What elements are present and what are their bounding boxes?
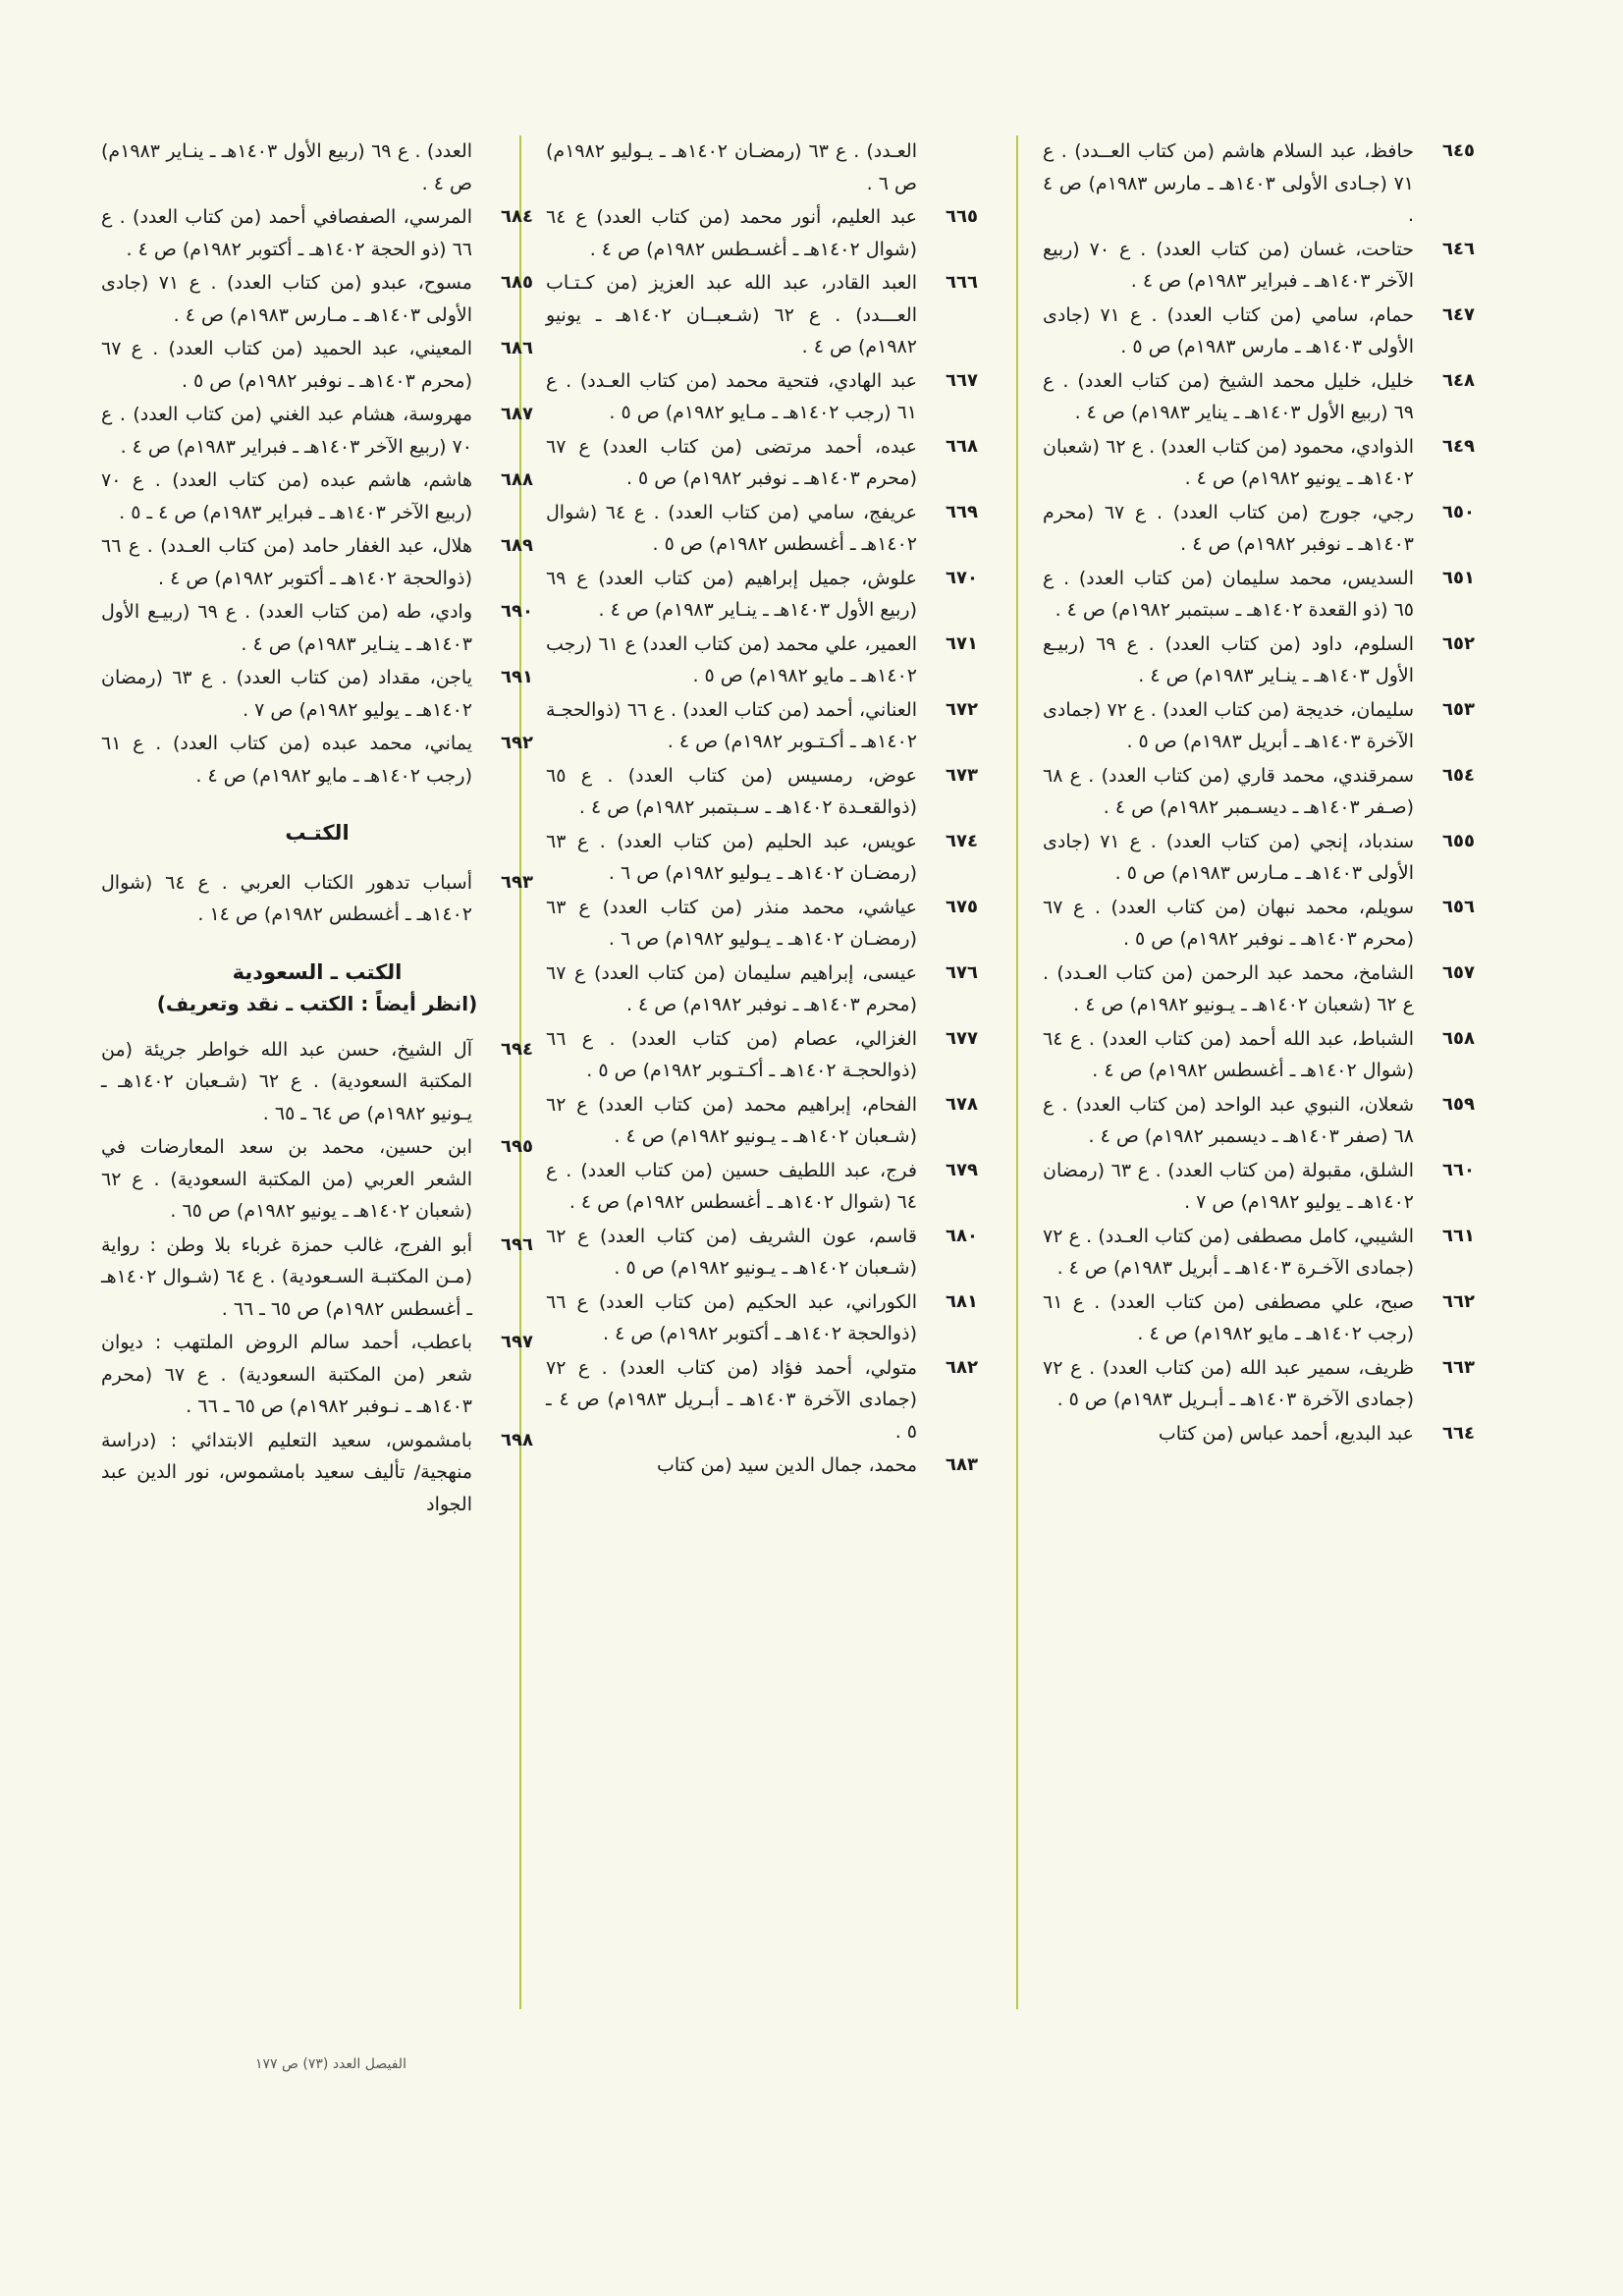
entry-number: ٦٥٧ (1442, 961, 1475, 983)
entry-text: وادي، طه (من كتاب العدد) . ع ٦٩ (ربيـع الأول ١٤٠٣هـ ـ ينـاير ١٩٨٣م) ص ٤ . (101, 601, 472, 655)
entry-text: الغزالي، عصام (من كتاب العدد) . ع ٦٦ (ذوالحجـة ١٤٠٢هـ ـ أكـتـوبر ١٩٨٢م) ص ٥ . (546, 1027, 917, 1081)
entry-text: المرسي، الصفصافي أحمد (من كتاب العدد) . ع ٦٦ (ذو الحجة ١٤٠٢هـ ـ أكتوبر ١٩٨٢م) ص ٤ . (101, 206, 472, 260)
entry-text: سمرقندي، محمد قاري (من كتاب العدد) . ع ٦٨ (صـفر ١٤٠٣هـ ـ ديسـمبر ١٩٨٢م) ص ٤ . (1043, 764, 1414, 818)
entry-number: ٦٥٥ (1442, 830, 1475, 851)
entry-text: عويس، عبد الحليم (من كتاب العدد) . ع ٦٣ (رمضـان ١٤٠٢هـ ـ يـوليو ١٩٨٢م) ص ٦ . (546, 830, 917, 884)
entry-text: عريفج، سامي (من كتاب العدد) . ع ٦٤ (شوال ١٤٠٢هـ ـ أغسطس ١٩٨٢م) ص ٥ . (546, 501, 917, 555)
entry-number: ٦٦٧ (946, 369, 978, 391)
entry-number: ٦٨٢ (946, 1356, 978, 1378)
entry-number: ٦٦٢ (1442, 1290, 1475, 1312)
page-footer: الفيصل العدد (٧٣) ص ١٧٧ (255, 2056, 406, 2072)
column-middle (546, 136, 978, 1484)
entry-text: العدد) . ع ٦٩ (ربيع الأول ١٤٠٣هـ ـ ينـاير ١٩٨٣م) ص ٤ . (101, 140, 473, 194)
entry-text: قاسم، عون الشريف (من كتاب العدد) ع ٦٢ (شـعبان ١٤٠٢هـ ـ يـونيو ١٩٨٢م) ص ٥ . (546, 1225, 917, 1279)
section-heading-books: الكتـب (285, 821, 350, 845)
column-right (1043, 136, 1475, 1451)
entry-text: السديس، محمد سليمان (من كتاب العدد) . ع ٦٥ (ذو القعدة ١٤٠٢هـ ـ سبتمبر ١٩٨٢م) ص ٤ . (1043, 567, 1414, 621)
entry-number: ٦٨٧ (501, 404, 533, 424)
entry-text: ظريف، سمير عبد الله (من كتاب العدد) . ع ٧٢ (جمادى الآخرة ١٤٠٣هـ ـ أبـريل ١٩٨٣م) ص ٥ . (1043, 1356, 1414, 1410)
index-entry (546, 694, 978, 758)
entry-number: ٦٨٠ (946, 1225, 978, 1246)
index-entry (1043, 1023, 1475, 1087)
entry-text: عبد الهادي، فتحية محمد (من كتاب العـدد) . ع ٦١ (رجب ١٤٠٢هـ ـ مـايو ١٩٨٢م) ص ٥ . (546, 369, 917, 423)
entry-number: ٦٥٠ (1442, 501, 1475, 522)
index-entry (546, 431, 978, 495)
index-entry (1043, 300, 1475, 363)
entry-list (101, 136, 533, 792)
entry-text: عياشي، محمد منذر (من كتاب العدد) ع ٦٣ (رمضـان ١٤٠٢هـ ـ يـوليو ١٩٨٢م) ص ٦ . (546, 896, 917, 950)
entry-number: ٦٤٩ (1442, 435, 1475, 457)
index-entry (101, 267, 533, 331)
entry-text: الفحام، إبراهيم محمد (من كتاب العدد) ع ٦٢ (شـعبان ١٤٠٢هـ ـ يـونيو ١٩٨٢م) ص ٤ . (546, 1093, 917, 1147)
entry-number: ٦٤٨ (1442, 369, 1475, 391)
entry-number: ٦٦٨ (946, 435, 978, 457)
entry-number: ٦٥٩ (1442, 1093, 1475, 1115)
entry-number: ٦٤٧ (1442, 303, 1475, 325)
entry-number: ٦٥١ (1442, 567, 1475, 588)
entry-number: ٦٦٠ (1442, 1159, 1475, 1180)
index-entry (546, 136, 978, 199)
index-entry (546, 1089, 978, 1153)
entry-number: ٦٩١ (501, 667, 533, 687)
entry-number: ٦٧٠ (946, 567, 978, 588)
index-entry (1043, 1221, 1475, 1285)
index-entry (1043, 1286, 1475, 1350)
entry-text: السلوم، داود (من كتاب العدد) . ع ٦٩ (ربيـع الأول ١٤٠٣هـ ـ ينـاير ١٩٨٣م) ص ٤ . (1043, 632, 1414, 686)
index-entry (546, 957, 978, 1021)
index-entry (546, 892, 978, 956)
index-entry (101, 399, 533, 463)
index-entry (101, 530, 533, 594)
entry-number: ٦٥٨ (1442, 1027, 1475, 1049)
index-entry (546, 1221, 978, 1285)
entry-number: ٦٩٥ (501, 1136, 533, 1157)
entry-text: مهروسة، هشام عبد الغني (من كتاب العدد) . ع ٧٠ (ربيع الآخر ١٤٠٣هـ ـ فبراير ١٩٨٣م) ص ٤ . (101, 404, 472, 458)
index-entry (1043, 1155, 1475, 1219)
entry-text: أبو الفرج، غالب حمزة غرباء بلا وطن : رواية (مـن المكتبـة السـعودية) . ع ٦٤ (شـوال ١٤٠٢هـ ـ أغسطس ١٩٨٢م) ص ٦٥ ـ ٦٦ . (101, 1233, 472, 1320)
index-entry (546, 1155, 978, 1219)
entry-number: ٦٨٤ (501, 206, 533, 227)
entry-number: ٦٦٩ (946, 501, 978, 522)
index-entry (1043, 365, 1475, 429)
section-heading-title: الكتب ـ السعودية (232, 959, 403, 984)
entry-text: يماني، محمد عبده (من كتاب العدد) . ع ٦١ (رجب ١٤٠٢هـ ـ مايو ١٩٨٢م) ص ٤ . (101, 733, 472, 787)
entry-number: ٦٩٢ (501, 733, 533, 753)
entry-text: ابن حسين، محمد بن سعد المعارضات في الشعر العربي (من المكتبة السعودية) . ع ٦٢ (شعبان ١٤٠٢هـ ـ يونيو ١٩٨٢م) ص ٦٥ . (101, 1136, 472, 1222)
entry-text: خليل، خليل محمد الشيخ (من كتاب العدد) . ع ٦٩ (ربيع الأول ١٤٠٣هـ ـ يناير ١٩٨٣م) ص ٤ . (1043, 369, 1414, 423)
entry-text: أسباب تدهور الكتاب العربي . ع ٦٤ (شوال ١٤٠٢هـ ـ أغسطس ١٩٨٢م) ص ١٤ . (101, 871, 472, 925)
entry-number: ٦٩٦ (501, 1233, 533, 1255)
entry-text: الشامخ، محمد عبد الرحمن (من كتاب العـدد) . ع ٦٢ (شعبان ١٤٠٢هـ ـ يـونيو ١٩٨٢م) ص ٤ . (1043, 961, 1414, 1015)
entry-number: ٦٩٣ (501, 871, 533, 893)
entry-number: ٦٩٨ (501, 1429, 533, 1450)
index-entry (101, 465, 533, 528)
entry-text: الذوادي، محمود (من كتاب العدد) . ع ٦٢ (شعبان ١٤٠٢هـ ـ يونيو ١٩٨٢م) ص ٤ . (1043, 435, 1415, 489)
entry-number: ٦٧١ (946, 632, 978, 654)
entry-text: محمد، جمال الدين سيد (من كتاب (657, 1454, 917, 1476)
entry-text: سندباد، إنجي (من كتاب العدد) . ع ٧١ (جادى الأولى ١٤٠٣هـ ـ مـارس ١٩٨٣م) ص ٥ . (1043, 830, 1414, 884)
entry-text: العـدد) . ع ٦٣ (رمضـان ١٤٠٢هـ ـ يـوليو ١٩٨٢م) ص ٦ . (546, 140, 917, 194)
index-entry (101, 728, 533, 792)
entry-text: هاشم، هاشم عبده (من كتاب العدد) . ع ٧٠ (ربيع الآخر ١٤٠٣هـ ـ فبراير ١٩٨٣م) ص ٤ ـ ٥ . (101, 469, 472, 523)
index-entry (101, 1230, 533, 1326)
entry-text: علوش، جميل إبراهيم (من كتاب العدد) ع ٦٩ (ربيع الأول ١٤٠٣هـ ـ ينـاير ١٩٨٣م) ص ٤ . (546, 567, 917, 621)
entry-text: الشيبي، كامل مصطفى (من كتاب العـدد) . ع ٧٢ (جمادى الآخـرة ١٤٠٣هـ ـ أبريل ١٩٨٣م) ص ٤ . (1043, 1225, 1414, 1279)
entry-text: العبد القادر، عبد الله عبد العزيز (من كـتـاب العـــدد) . ع ٦٢ (شـعبــان ١٤٠٢هـ ـ يونيو ١٩٨٢م) ص ٤ . (546, 272, 917, 357)
index-entry (546, 826, 978, 890)
entry-text: المعيني، عبد الحميد (من كتاب العدد) . ع ٦٧ (محرم ١٤٠٣هـ ـ نوفبر ١٩٨٢م) ص ٥ . (101, 338, 472, 392)
index-entry (1043, 892, 1475, 956)
index-entry (1043, 826, 1475, 890)
entry-number: ٦٩٤ (501, 1038, 533, 1060)
index-entry (101, 867, 533, 931)
entry-number: ٦٧٦ (946, 961, 978, 983)
entry-number: ٦٧٤ (946, 830, 978, 851)
entry-number: ٦٨٣ (946, 1454, 978, 1475)
entry-number: ٦٦٤ (1442, 1422, 1475, 1444)
entry-text: الكوراني، عبد الحكيم (من كتاب العدد) ع ٦٦ (ذوالحجة ١٤٠٢هـ ـ أكتوبر ١٩٨٢م) ص ٤ . (546, 1290, 917, 1344)
index-entry (1043, 1352, 1475, 1416)
entry-text: حتاحت، غسان (من كتاب العدد) . ع ٧٠ (ربيع الآخر ١٤٠٣هـ ـ فبراير ١٩٨٣م) ص ٤ . (1043, 238, 1414, 292)
entry-number: ٦٧٥ (946, 896, 978, 917)
entry-number: ٦٦١ (1442, 1225, 1475, 1246)
entry-text: عيسى، إبراهيم سليمان (من كتاب العدد) ع ٦٧ (محرم ١٤٠٣هـ ـ نوفبر ١٩٨٢م) ص ٤ . (546, 961, 917, 1015)
index-entry (546, 629, 978, 692)
entry-text: صبح، علي مصطفى (من كتاب العدد) . ع ٦١ (رجب ١٤٠٢هـ ـ مايو ١٩٨٢م) ص ٤ . (1043, 1290, 1414, 1344)
entry-number: ٦٨١ (946, 1290, 978, 1312)
entry-text: فرج، عبد اللطيف حسين (من كتاب العدد) . ع ٦٤ (شوال ١٤٠٢هـ ـ أغسطس ١٩٨٢م) ص ٤ . (546, 1159, 917, 1213)
index-entry (1043, 431, 1475, 495)
entry-text: بامشموس، سعيد التعليم الابتدائي : (دراسة منهجية/ تأليف سعيد بامشموس، نور الدين عبد الجواد (101, 1429, 472, 1515)
index-entry (546, 497, 978, 561)
entry-number: ٦٥٦ (1442, 896, 1475, 917)
entry-text: العناني، أحمد (من كتاب العدد) . ع ٦٦ (ذوالحجـة ١٤٠٢هـ ـ أكـتـوبر ١٩٨٢م) ص ٤ . (546, 698, 917, 752)
entry-text: شعلان، النبوي عبد الواحد (من كتاب العدد) . ع ٦٨ (صفر ١٤٠٣هـ ـ ديسمبر ١٩٨٢م) ص ٤ . (1043, 1093, 1414, 1147)
entry-text: الشلق، مقبولة (من كتاب العدد) . ع ٦٣ (رمضان ١٤٠٢هـ ـ يوليو ١٩٨٢م) ص ٧ . (1043, 1159, 1415, 1213)
entry-number: ٦٩٠ (501, 601, 533, 622)
index-entry (546, 563, 978, 627)
index-entry (101, 1131, 533, 1228)
entry-number: ٦٦٣ (1442, 1356, 1475, 1378)
entry-text: عبد البديع، أحمد عباس (من كتاب (1158, 1422, 1414, 1445)
index-entry (1043, 1418, 1475, 1450)
index-entry (1043, 136, 1475, 232)
index-entry (546, 760, 978, 824)
column-left (101, 136, 533, 1522)
entry-number: ٦٥٣ (1442, 698, 1475, 720)
index-entry (546, 365, 978, 429)
entry-number: ٦٩٧ (501, 1332, 533, 1352)
entry-text: العمير، علي محمد (من كتاب العدد) ع ٦١ (رجب ١٤٠٢هـ ـ مايو ١٩٨٢م) ص ٥ . (546, 632, 918, 686)
entry-text: مسوح، عبدو (من كتاب العدد) . ع ٧١ (جادى الأولى ١٤٠٣هـ ـ مـارس ١٩٨٣م) ص ٤ . (101, 272, 472, 326)
column-rule (1016, 136, 1018, 2009)
entry-list (101, 1034, 533, 1521)
entry-number: ٦٥٢ (1442, 632, 1475, 654)
index-entry (546, 201, 978, 265)
entry-number: ٦٤٥ (1442, 140, 1475, 161)
entry-number: ٦٨٨ (501, 469, 533, 490)
entry-number: ٦٥٤ (1442, 764, 1475, 786)
index-entry (101, 136, 533, 199)
index-entry (546, 267, 978, 363)
index-entry (546, 1023, 978, 1087)
index-entry (101, 662, 533, 726)
entry-text: متولي، أحمد فؤاد (من كتاب العدد) . ع ٧٢ (جمادى الآخرة ١٤٠٣هـ ـ أبـريل ١٩٨٣م) ص ٤ ـ ٥ . (546, 1356, 917, 1443)
section-heading-saudi-books (101, 957, 533, 1020)
index-entry (1043, 760, 1475, 824)
entry-number: ٦٨٥ (501, 272, 533, 293)
index-entry (1043, 497, 1475, 561)
entry-number: ٦٤٦ (1442, 238, 1475, 259)
entry-text: عبده، أحمد مرتضى (من كتاب العدد) ع ٦٧ (محرم ١٤٠٣هـ ـ نوفبر ١٩٨٢م) ص ٥ . (546, 435, 917, 489)
index-entry (1043, 234, 1475, 298)
index-entry (546, 1352, 978, 1449)
entry-number: ٦٧٧ (946, 1027, 978, 1049)
entry-number: ٦٧٨ (946, 1093, 978, 1115)
index-entry (546, 1449, 978, 1482)
entry-number: ٦٧٢ (946, 698, 978, 720)
index-entry (1043, 694, 1475, 758)
entry-text: هلال، عبد الغفار حامد (من كتاب العـدد) . ع ٦٦ (ذوالحجة ١٤٠٢هـ ـ أكتوبر ١٩٨٢م) ص ٤ . (101, 535, 472, 589)
entry-text: آل الشيخ، حسن عبد الله خواطر جريئة (من المكتبة السعودية) . ع ٦٢ (شـعبان ١٤٠٢هـ ـ يـونيو ١٩٨٢م) ص ٦٤ ـ ٦٥ . (101, 1038, 472, 1124)
entry-number: ٦٧٩ (946, 1159, 978, 1180)
entry-text: سويلم، محمد نبهان (من كتاب العدد) . ع ٦٧ (محرم ١٤٠٣هـ ـ نوفبر ١٩٨٢م) ص ٥ . (1043, 896, 1414, 950)
index-entry (101, 1327, 533, 1423)
entry-number: ٦٨٦ (501, 338, 533, 358)
entry-number: ٦٦٥ (946, 206, 978, 227)
entry-text: حافظ، عبد السلام هاشم (من كتاب العــدد) . ع ٧١ (جـادى الأولى ١٤٠٣هـ ـ مارس ١٩٨٣م) ص ٤ . (1043, 140, 1414, 226)
index-entry (1043, 629, 1475, 692)
entry-text: عوض، رمسيس (من كتاب العدد) . ع ٦٥ (ذوالقعـدة ١٤٠٢هـ ـ سـبتمبر ١٩٨٢م) ص ٤ . (546, 764, 917, 818)
entry-text: باعطب، أحمد سالم الروض الملتهب : ديوان شعر (من المكتبة السعودية) . ع ٦٧ (محرم ١٤٠٣هـ ـ نـوفبر ١٩٨٢م) ص ٦٥ ـ ٦٦ . (101, 1332, 472, 1417)
entry-text: رجي، جورج (من كتاب العدد) . ع ٦٧ (محرم ١٤٠٣هـ ـ نوفبر ١٩٨٢م) ص ٤ . (1043, 501, 1414, 555)
index-entry (101, 201, 533, 265)
index-entry (1043, 957, 1475, 1021)
section-heading-note: (انظر أيضاً : الكتب ـ نقد وتعريف) (156, 992, 478, 1015)
entry-text: ياجن، مقداد (من كتاب العدد) . ع ٦٣ (رمضان ١٤٠٢هـ ـ يوليو ١٩٨٢م) ص ٧ . (101, 667, 472, 721)
entry-text: عبد العليم، أنور محمد (من كتاب العدد) ع ٦٤ (شوال ١٤٠٢هـ ـ أغسـطس ١٩٨٢م) ص ٤ . (546, 206, 917, 260)
index-entry (1043, 1089, 1475, 1153)
entry-list (101, 867, 533, 931)
entry-number: ٦٨٩ (501, 535, 533, 556)
entry-text: حمام، سامي (من كتاب العدد) . ع ٧١ (جادى الأولى ١٤٠٣هـ ـ مارس ١٩٨٣م) ص ٥ . (1043, 303, 1414, 357)
index-entry (546, 1286, 978, 1350)
index-entry (101, 1034, 533, 1130)
index-entry (1043, 563, 1475, 627)
index-entry (101, 333, 533, 397)
index-entry (101, 1425, 533, 1521)
entry-number: ٦٦٦ (946, 272, 978, 293)
entry-text: سليمان، خديجة (من كتاب العدد) . ع ٧٢ (جمادى الآخرة ١٤٠٣هـ ـ أبريل ١٩٨٣م) ص ٥ . (1043, 698, 1414, 752)
entry-number: ٦٧٣ (946, 764, 978, 786)
entry-text: الشباط، عبد الله أحمد (من كتاب العدد) . ع ٦٤ (شوال ١٤٠٢هـ ـ أغسطس ١٩٨٢م) ص ٤ . (1043, 1027, 1414, 1081)
index-entry (101, 596, 533, 660)
